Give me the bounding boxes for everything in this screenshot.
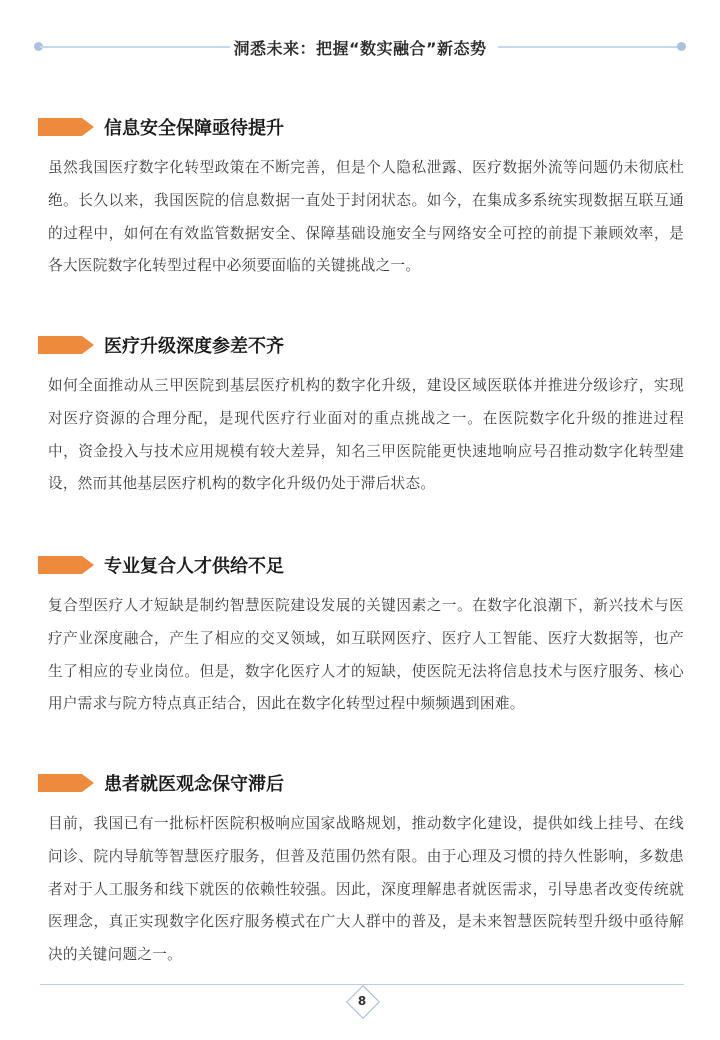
section-heading — [38, 768, 686, 798]
section-paragraph: 复合型医疗人才短缺是制约智慧医院建设发展的关键因素之一。在数字化浪潮下，新兴技术与医疗产业深度融合，产生了相应的交叉领域，如互联网医疗、医疗人工智能、医疗大数据等，也产生了相应的专业岗位。但是，数字化医疗人才的短缺，使医院无法将信息技术与医疗服务、核心用户需求与院方特点真正结合，因此在数字化转型过程中频频遇到困难。 — [48, 597, 684, 713]
section-heading — [38, 330, 686, 360]
section-title: 信息安全保障亟待提升 — [104, 118, 284, 139]
header-right-dot — [677, 42, 686, 51]
section-paragraph: 如何全面推动从三甲医院到基层医疗机构的数字化升级，建设区域医联体并推进分级诊疗，实现对医疗资源的合理分配，是现代医疗行业面对的重点挑战之一。在医院数字化升级的推进过程中，资金投入与技术应用规模有较大差异，知名三甲医院能更快速地响应号召推动数字化转型建设，然而其他基层医疗机构的数字化升级仍处于滞后状态。 — [48, 377, 684, 493]
section-title: 医疗升级深度参差不齐 — [104, 336, 284, 357]
page-number: 8 — [357, 994, 367, 1008]
section-paragraph: 目前，我国已有一批标杆医院积极响应国家战略规划，推动数字化建设，提供如线上挂号、在线问诊、院内导航等智慧医疗服务，但普及范围仍然有限。由于心理及习惯的持久性影响，多数患者对于人工服务和线下就医的依赖性较强。因此，深度理解患者就医需求，引导患者改变传统就医理念，真正实现数字化医疗服务模式在广大人群中的普及，是未来智慧医院转型升级中亟待解决的关键问题之一。 — [48, 815, 684, 964]
arrow-tag-icon — [38, 556, 94, 574]
arrow-tag-icon — [38, 336, 94, 354]
section-title: 患者就医观念保守滞后 — [104, 774, 284, 795]
section-heading — [38, 112, 686, 142]
section-upgrade-depth — [38, 330, 686, 501]
section-talent-shortage — [38, 550, 686, 721]
section-info-security — [38, 112, 686, 283]
page-footer — [40, 984, 684, 1024]
section-paragraph: 虽然我国医疗数字化转型政策在不断完善，但是个人隐私泄露、医疗数据外流等问题仍未彻底杜绝。长久以来，我国医院的信息数据一直处于封闭状态。如今，在集成多系统实现数据互联互通的过程中，如何在有效监管数据安全、保障基础设施安全与网络安全可控的前提下兼顾效率，是各大医院数字化转型过程中必须要面临的关键挑战之一。 — [48, 159, 684, 275]
arrow-tag-icon — [38, 774, 94, 792]
arrow-tag-icon — [38, 118, 94, 136]
section-heading — [38, 550, 686, 580]
page-header — [34, 28, 686, 64]
header-right-rule — [498, 46, 680, 48]
section-patient-concepts — [38, 768, 686, 972]
section-title: 专业复合人才供给不足 — [104, 556, 284, 577]
header-title: 洞悉未来：把握“数实融合”新态势 — [233, 39, 487, 58]
